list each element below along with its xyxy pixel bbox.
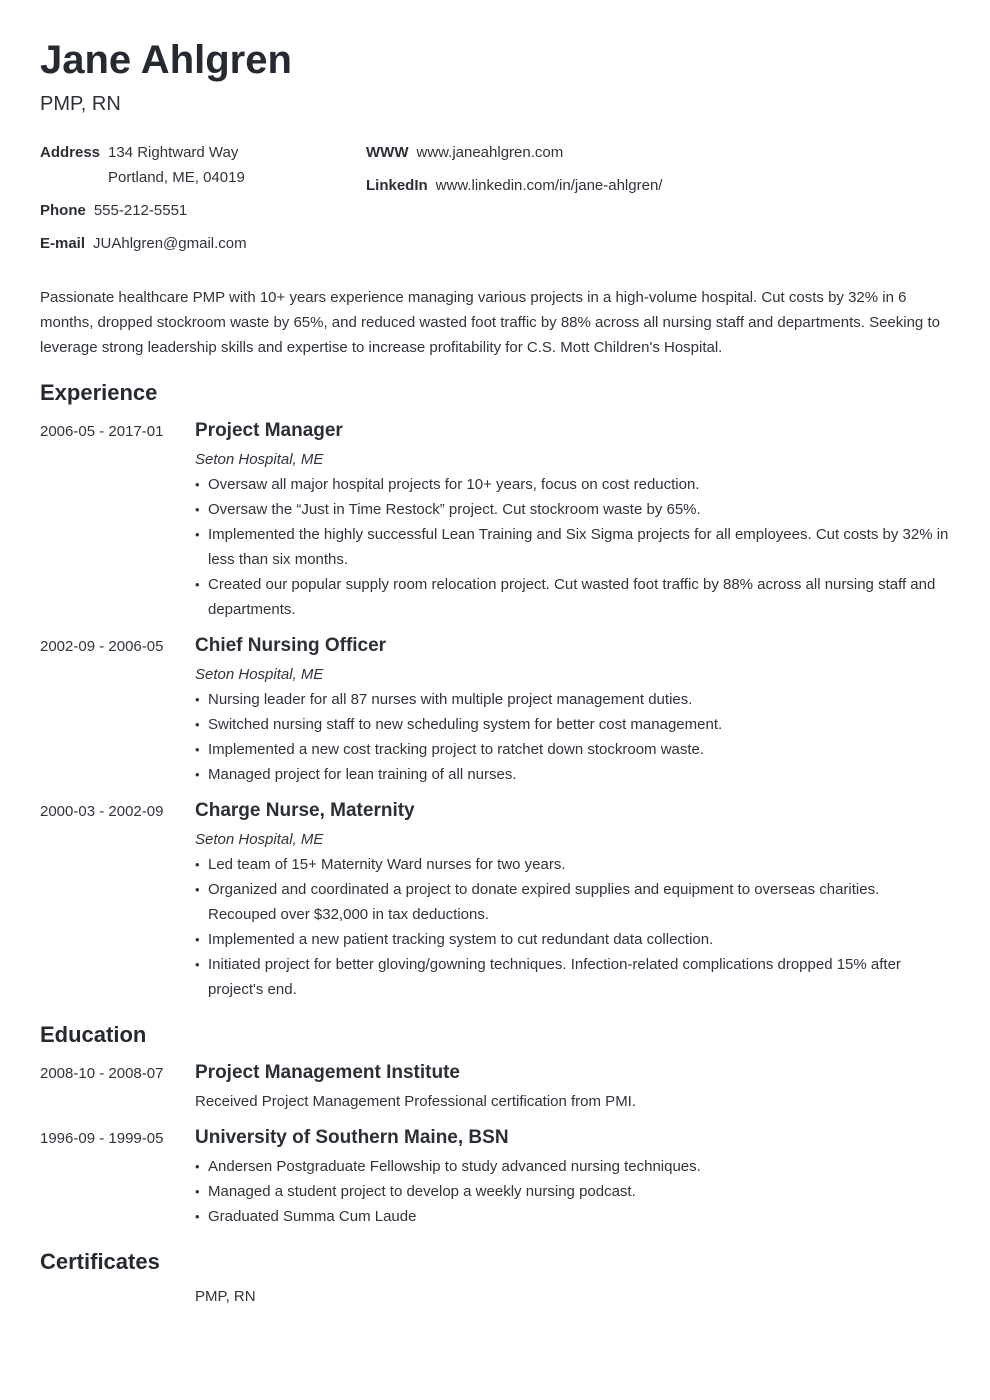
entry-body — [195, 632, 950, 787]
bullet-item: • Managed a student project to develop a weekly nursing podcast. — [195, 1179, 950, 1204]
linkedin-row — [366, 173, 926, 198]
certificates-text: PMP, RN — [195, 1288, 256, 1305]
address-label: Address — [40, 144, 101, 161]
professional-summary: Passionate healthcare PMP with 10+ years experience managing various projects in a high-volume hospital. Cut costs by 32% in 6 months, dropped stockroom waste by 65%, and reduced wasted foot traffic by 88% across all nursing staff and departments. Seeking to leverage strong leadership skills and expertise to increase profitability for C.S. Mott Children's Hospital. — [40, 289, 940, 356]
entry-dates: 2008-10 - 2008-07 — [40, 1065, 164, 1082]
bullet-item: • Switched nursing staff to new scheduling system for better cost management. — [195, 712, 950, 737]
bullet-item: • Initiated project for better gloving/gowning techniques. Infection-related complications dropped 15% after project's end. — [195, 952, 950, 1002]
phone-value: 555-212-5551 — [93, 202, 188, 219]
bullet-list — [195, 687, 950, 787]
employer: Seton Hospital, ME — [195, 831, 324, 848]
job-title: Chief Nursing Officer — [195, 635, 387, 656]
bullet-item: • Organized and coordinated a project to donate expired supplies and equipment to overseas charities. Recouped over $32,000 in tax deductions. — [195, 877, 950, 927]
bullet-list — [195, 1154, 950, 1229]
job-title: Project Manager — [195, 420, 343, 441]
bullet-item: • Created our popular supply room relocation project. Cut wasted foot traffic by 88% across all nursing staff and departments. — [195, 572, 950, 622]
bullet-item: • Oversaw the “Just in Time Restock” project. Cut stockroom waste by 65%. — [195, 497, 950, 522]
website-link[interactable]: www.janeahlgren.com — [416, 144, 564, 161]
bullet-list — [195, 472, 950, 622]
bullet-item: • Implemented a new cost tracking project to ratchet down stockroom waste. — [195, 737, 950, 762]
entry-dates: 2006-05 - 2017-01 — [40, 423, 164, 440]
address-line-1: 134 Rightward Way — [108, 144, 239, 161]
www-row — [366, 140, 926, 165]
phone-label: Phone — [40, 202, 86, 219]
school-name: Project Management Institute — [195, 1062, 460, 1083]
school-name: University of Southern Maine, BSN — [195, 1127, 509, 1148]
bullet-item: • Oversaw all major hospital projects for 10+ years, focus on cost reduction. — [195, 472, 950, 497]
email-label: E-mail — [40, 235, 86, 252]
bullet-item: • Implemented the highly successful Lean Training and Six Sigma projects for all employees. Cut costs by 32% in less than six months. — [195, 522, 950, 572]
entry-dates: 2000-03 - 2002-09 — [40, 803, 164, 820]
contact-right-column — [366, 140, 926, 206]
email-value[interactable]: JUAhlgren@gmail.com — [93, 235, 247, 252]
address-value — [108, 140, 245, 190]
education-description: Received Project Management Professional certification from PMI. — [195, 1093, 637, 1110]
experience-heading: Experience — [40, 380, 158, 405]
candidate-name: Jane Ahlgren — [40, 38, 292, 82]
email-row — [40, 231, 360, 256]
entry-body — [195, 417, 950, 622]
bullet-item: • Graduated Summa Cum Laude — [195, 1204, 950, 1229]
www-label: WWW — [366, 144, 409, 161]
employer: Seton Hospital, ME — [195, 451, 324, 468]
bullet-list — [195, 852, 950, 1002]
phone-row — [40, 198, 360, 223]
bullet-item: • Managed project for lean training of all nurses. — [195, 762, 950, 787]
candidate-credentials: PMP, RN — [40, 93, 121, 115]
employer: Seton Hospital, ME — [195, 666, 324, 683]
bullet-item: • Led team of 15+ Maternity Ward nurses for two years. — [195, 852, 950, 877]
entry-body — [195, 1284, 950, 1309]
linkedin-label: LinkedIn — [366, 177, 428, 194]
certificates-heading: Certificates — [40, 1249, 160, 1274]
contact-left-column — [40, 140, 360, 264]
entry-body — [195, 1124, 950, 1229]
education-heading: Education — [40, 1022, 147, 1047]
entry-body — [195, 797, 950, 1002]
job-title: Charge Nurse, Maternity — [195, 800, 415, 821]
bullet-item: • Implemented a new patient tracking system to cut redundant data collection. — [195, 927, 950, 952]
entry-dates: 1996-09 - 1999-05 — [40, 1130, 164, 1147]
address-row — [40, 140, 360, 190]
entry-dates: 2002-09 - 2006-05 — [40, 638, 164, 655]
address-line-2: Portland, ME, 04019 — [108, 169, 245, 186]
bullet-item: • Nursing leader for all 87 nurses with multiple project management duties. — [195, 687, 950, 712]
linkedin-link[interactable]: www.linkedin.com/in/jane-ahlgren/ — [435, 177, 663, 194]
entry-body — [195, 1059, 950, 1114]
bullet-item: • Andersen Postgraduate Fellowship to study advanced nursing techniques. — [195, 1154, 950, 1179]
